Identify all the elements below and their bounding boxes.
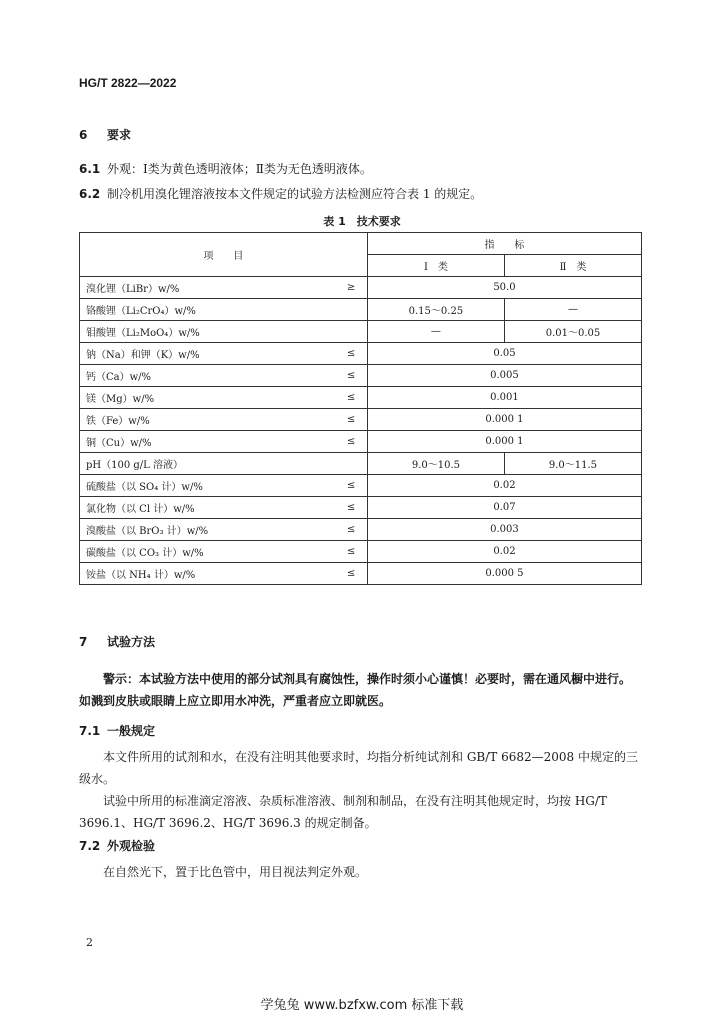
index-value: 0.02 <box>367 475 641 497</box>
item-name: 钙（Ca）w/% <box>80 365 342 387</box>
clause-7-1-heading <box>79 722 155 739</box>
limit-symbol: ≤ <box>341 365 367 387</box>
clause-6-1 <box>79 158 642 180</box>
clause-text: 外观：Ⅰ类为黄色透明液体；Ⅱ类为无色透明液体。 <box>107 162 372 176</box>
clause-number: 6.2 <box>79 187 101 201</box>
item-name: 铜（Cu）w/% <box>80 431 342 453</box>
table-row <box>80 519 642 541</box>
index-value: 0.001 <box>367 387 641 409</box>
limit-symbol: ≤ <box>341 563 367 585</box>
header-item: 项 目 <box>80 233 368 277</box>
limit-symbol: ≤ <box>341 343 367 365</box>
item-name: 铁（Fe）w/% <box>80 409 342 431</box>
header-class-2: Ⅱ 类 <box>504 255 641 277</box>
table-row <box>80 343 642 365</box>
footer-watermark: 学兔兔 www.bzfxw.com 标准下载 <box>260 998 464 1013</box>
item-name: 钠（Na）和钾（K）w/% <box>80 343 342 365</box>
clause-text: 制冷机用溴化锂溶液按本文件规定的试验方法检测应符合表 1 的规定。 <box>107 187 483 201</box>
table-row <box>80 321 642 343</box>
limit-symbol: ≤ <box>341 497 367 519</box>
index-value: 0.003 <box>367 519 641 541</box>
paragraph: 在自然光下，置于比色管中，用目视法判定外观。 <box>103 865 368 879</box>
limit-symbol: ≤ <box>341 387 367 409</box>
warning-text: 警示：本试验方法中使用的部分试剂具有腐蚀性，操作时须小心谨慎！必要时，需在通风橱中进行。如溅到皮肤或眼睛上应立即用水冲洗，严重者应立即就医。 <box>79 672 632 708</box>
item-name: 碳酸盐（以 CO₃ 计）w/% <box>80 541 342 563</box>
index-value: 0.07 <box>367 497 641 519</box>
clause-number: 7.1 <box>79 724 101 738</box>
table-header-row <box>80 233 642 255</box>
header-index: 指 标 <box>367 233 641 255</box>
clause-7-2-heading <box>79 837 155 854</box>
section-title: 试验方法 <box>107 635 156 649</box>
item-name: 溴化锂（LiBr）w/% <box>80 277 342 299</box>
clause-title: 外观检验 <box>107 839 156 853</box>
clause-number: 6.1 <box>79 162 101 176</box>
index-value: 0.000 5 <box>367 563 641 585</box>
index-value: 50.0 <box>367 277 641 299</box>
section-number: 7 <box>79 635 88 649</box>
table-row <box>80 387 642 409</box>
table-row <box>80 431 642 453</box>
paragraph: 本文件所用的试剂和水，在没有注明其他要求时，均指分析纯试剂和 GB/T 6682—2008 中规定的三级水。 <box>79 750 638 786</box>
index-value: 0.05 <box>367 343 641 365</box>
item-name: pH（100 g/L 溶液） <box>80 453 342 475</box>
limit-symbol: ≤ <box>341 431 367 453</box>
index-value-class-2: 9.0～11.5 <box>504 453 641 475</box>
limit-symbol <box>341 453 367 475</box>
item-name: 铵盐（以 NH₄ 计）w/% <box>80 563 342 585</box>
table-caption: 表 1 技术要求 <box>323 215 401 228</box>
section-6-heading <box>79 126 131 143</box>
table-row <box>80 541 642 563</box>
document-header: HG/T 2822—2022 <box>79 76 177 90</box>
index-value: 0.005 <box>367 365 641 387</box>
limit-symbol <box>341 321 367 343</box>
item-name: 溴酸盐（以 BrO₃ 计）w/% <box>80 519 342 541</box>
clause-6-2 <box>79 183 642 205</box>
item-name: 铬酸锂（Li₂CrO₄）w/% <box>80 299 342 321</box>
index-value-class-2: — <box>504 299 641 321</box>
table-row <box>80 409 642 431</box>
table-row <box>80 365 642 387</box>
page-number: 2 <box>86 936 93 949</box>
table-row <box>80 453 642 475</box>
section-number: 6 <box>79 128 88 142</box>
index-value-class-1: 9.0～10.5 <box>367 453 504 475</box>
table-row <box>80 299 642 321</box>
limit-symbol: ≤ <box>341 475 367 497</box>
item-name: 镁（Mg）w/% <box>80 387 342 409</box>
index-value-class-1: 0.15～0.25 <box>367 299 504 321</box>
index-value: 0.02 <box>367 541 641 563</box>
paragraph: 试验中所用的标准滴定溶液、杂质标准溶液、制剂和制品，在没有注明其他规定时，均按 HG/T 3696.1、HG/T 3696.2、HG/T 3696.3 的规定制备。 <box>79 794 607 830</box>
table-row <box>80 277 642 299</box>
index-value: 0.000 1 <box>367 431 641 453</box>
requirements-table <box>79 232 642 585</box>
index-value: 0.000 1 <box>367 409 641 431</box>
item-name: 钼酸锂（Li₂MoO₄）w/% <box>80 321 342 343</box>
limit-symbol: ≥ <box>341 277 367 299</box>
index-value-class-1: — <box>367 321 504 343</box>
index-value-class-2: 0.01～0.05 <box>504 321 641 343</box>
table-row <box>80 475 642 497</box>
section-7-heading <box>79 633 155 650</box>
table-row <box>80 563 642 585</box>
header-class-1: Ⅰ 类 <box>367 255 504 277</box>
limit-symbol: ≤ <box>341 519 367 541</box>
table-row <box>80 497 642 519</box>
item-name: 硫酸盐（以 SO₄ 计）w/% <box>80 475 342 497</box>
limit-symbol <box>341 299 367 321</box>
item-name: 氯化物（以 Cl 计）w/% <box>80 497 342 519</box>
limit-symbol: ≤ <box>341 541 367 563</box>
section-title: 要求 <box>107 128 132 142</box>
limit-symbol: ≤ <box>341 409 367 431</box>
clause-title: 一般规定 <box>107 724 156 738</box>
clause-number: 7.2 <box>79 839 101 853</box>
